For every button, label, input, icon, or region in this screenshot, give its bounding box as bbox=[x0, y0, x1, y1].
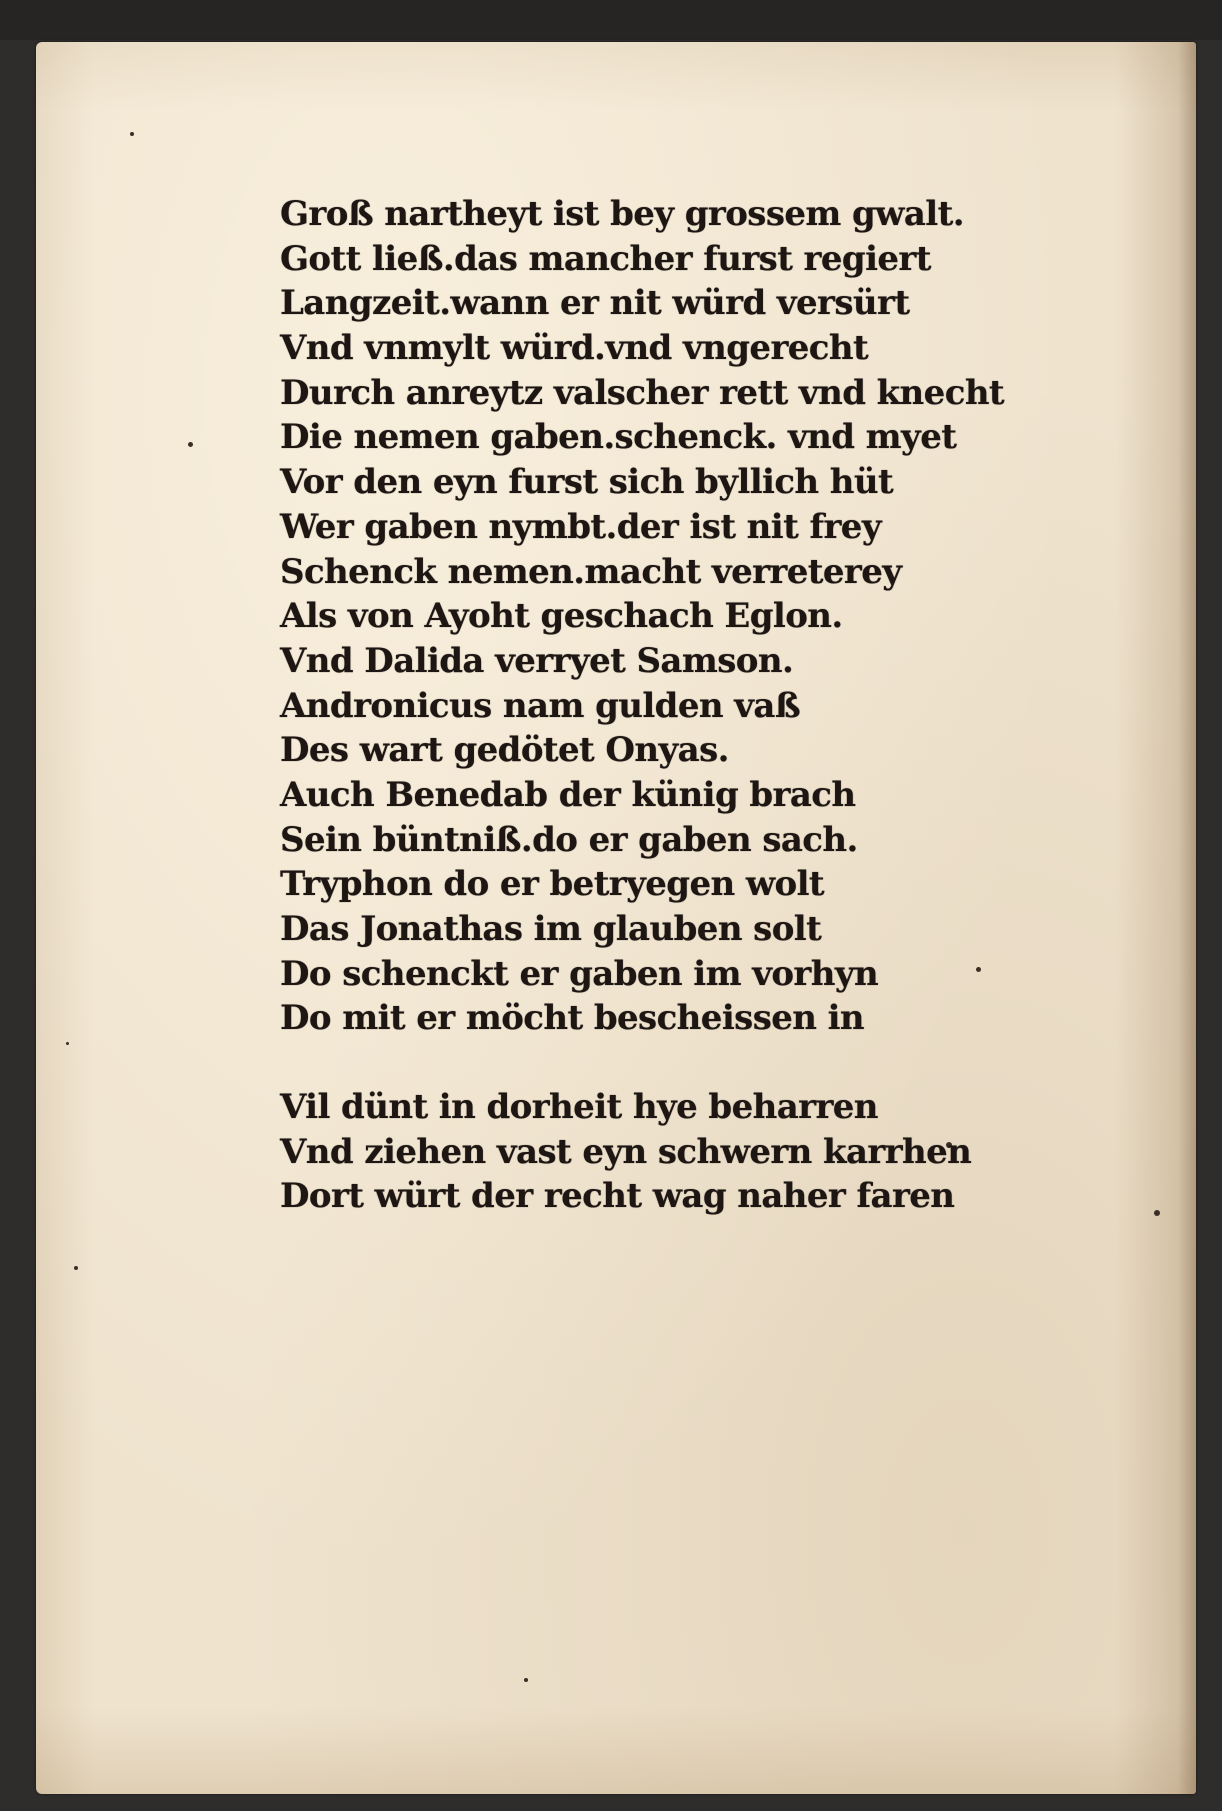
stanza-2 bbox=[280, 1085, 1140, 1219]
verse-line: Andronicus nam gulden vaß bbox=[280, 685, 801, 726]
verse-line: Langzeit.wann er nit würd versürt bbox=[280, 283, 910, 324]
verse-line: Schenck nemen.macht verreterey bbox=[280, 551, 902, 592]
verse-line: Do schenckt er gaben im vorhyn bbox=[280, 953, 879, 994]
ink-speck bbox=[130, 132, 134, 136]
ink-speck bbox=[74, 1266, 78, 1270]
verse-line: Auch Benedab der künig brach bbox=[280, 774, 856, 815]
stanza-gap bbox=[280, 1041, 1140, 1085]
verse-line: Wer gaben nymbt.der ist nit frey bbox=[280, 506, 881, 547]
ink-speck bbox=[66, 1042, 69, 1045]
verse-line: Vil dünt in dorheit hye beharren bbox=[280, 1087, 878, 1128]
ink-speck bbox=[1154, 1210, 1160, 1216]
verse-line: Vor den eyn furst sich byllich hüt bbox=[280, 462, 894, 503]
verse-line: Durch anreytz valscher rett vnd knecht bbox=[280, 372, 1005, 413]
verse-line: Dort würt der recht wag naher faren bbox=[280, 1176, 955, 1217]
verse-text bbox=[280, 192, 1140, 1219]
verse-line: Vnd vnmylt würd.vnd vngerecht bbox=[280, 328, 869, 369]
verse-line: Das Jonathas im glauben solt bbox=[280, 909, 822, 949]
book-page bbox=[36, 42, 1196, 1794]
verse-line: Gott ließ.das mancher furst regiert bbox=[280, 238, 931, 279]
verse-line: Sein büntniß.do er gaben sach. bbox=[280, 819, 858, 860]
verse-line: Die nemen gaben.schenck. vnd myet bbox=[280, 417, 957, 458]
page-edge-shadow bbox=[1178, 42, 1196, 1794]
scan-background-top bbox=[0, 0, 1222, 40]
verse-line: Vnd Dalida verryet Samson. bbox=[280, 640, 794, 681]
ink-speck bbox=[188, 442, 193, 447]
verse-line: Tryphon do er betryegen wolt bbox=[280, 864, 825, 905]
verse-line: Als von Ayoht geschach Eglon. bbox=[280, 596, 843, 637]
verse-line: Do mit er möcht bescheissen in bbox=[280, 998, 865, 1039]
ink-speck bbox=[524, 1678, 528, 1682]
stanza-1 bbox=[280, 192, 1140, 1041]
verse-line: Des wart gedötet Onyas. bbox=[280, 730, 729, 771]
verse-line: Vnd ziehen vast eyn schwern karrhen bbox=[280, 1131, 972, 1172]
verse-line: Groß nartheyt ist bey grossem gwalt. bbox=[280, 194, 964, 234]
